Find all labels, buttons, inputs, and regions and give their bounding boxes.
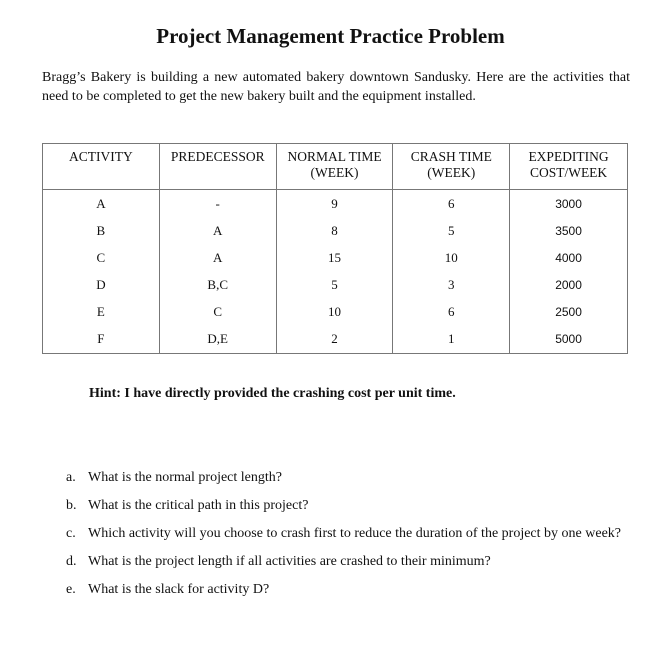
question-item <box>46 581 626 598</box>
cell-normal-time: 8 <box>276 217 393 244</box>
cell-cost: 5000 <box>510 325 628 354</box>
cell-predecessor: B,C <box>159 271 276 298</box>
cell-predecessor: D,E <box>159 325 276 354</box>
table-row <box>43 298 628 325</box>
table-row <box>43 244 628 271</box>
cell-cost: 2000 <box>510 271 628 298</box>
cell-crash-time: 5 <box>393 217 510 244</box>
question-list <box>46 469 626 609</box>
cell-normal-time: 9 <box>276 190 393 218</box>
table-row <box>43 271 628 298</box>
question-item <box>46 469 626 486</box>
cell-predecessor: C <box>159 298 276 325</box>
cell-normal-time: 10 <box>276 298 393 325</box>
cell-predecessor: A <box>159 244 276 271</box>
cell-activity: D <box>43 271 160 298</box>
question-text: Which activity will you choose to crash first to reduce the duration of the project by one week? <box>88 526 621 541</box>
question-item <box>46 553 626 570</box>
question-text: What is the slack for activity D? <box>88 582 270 597</box>
header-expediting-cost: EXPEDITING COST/WEEK <box>510 144 628 190</box>
question-text: What is the normal project length? <box>88 470 282 485</box>
question-letter: c. <box>66 526 76 541</box>
table-row <box>43 325 628 354</box>
question-item <box>46 525 626 542</box>
table-header-row <box>43 144 628 190</box>
question-text: What is the project length if all activities are crashed to their minimum? <box>88 554 491 569</box>
header-activity: ACTIVITY <box>43 144 160 190</box>
cell-activity: B <box>43 217 160 244</box>
header-crash-time: CRASH TIME (WEEK) <box>393 144 510 190</box>
activity-table <box>42 143 628 354</box>
header-predecessor: PREDECESSOR <box>159 144 276 190</box>
cell-crash-time: 6 <box>393 190 510 218</box>
table-row <box>43 190 628 218</box>
intro-paragraph: Bragg’s Bakery is building a new automated bakery downtown Sandusky. Here are the activities that need to be completed to get the new bakery built and the equipment installed. <box>42 70 630 104</box>
cell-cost: 3000 <box>510 190 628 218</box>
cell-normal-time: 15 <box>276 244 393 271</box>
cell-activity: E <box>43 298 160 325</box>
cell-predecessor: - <box>159 190 276 218</box>
cell-activity: F <box>43 325 160 354</box>
cell-cost: 2500 <box>510 298 628 325</box>
table-row <box>43 217 628 244</box>
cell-predecessor: A <box>159 217 276 244</box>
cell-crash-time: 3 <box>393 271 510 298</box>
hint-text: Hint: I have directly provided the crashing cost per unit time. <box>89 386 456 401</box>
question-letter: a. <box>66 470 76 485</box>
header-normal-time: NORMAL TIME (WEEK) <box>276 144 393 190</box>
cell-cost: 4000 <box>510 244 628 271</box>
cell-normal-time: 2 <box>276 325 393 354</box>
question-letter: e. <box>66 582 76 597</box>
cell-activity: A <box>43 190 160 218</box>
cell-activity: C <box>43 244 160 271</box>
question-letter: b. <box>66 498 77 513</box>
question-item <box>46 497 626 514</box>
question-text: What is the critical path in this project? <box>88 498 309 513</box>
document-title: Project Management Practice Problem <box>156 24 505 48</box>
cell-crash-time: 10 <box>393 244 510 271</box>
cell-cost: 3500 <box>510 217 628 244</box>
question-letter: d. <box>66 554 77 569</box>
cell-crash-time: 1 <box>393 325 510 354</box>
cell-crash-time: 6 <box>393 298 510 325</box>
cell-normal-time: 5 <box>276 271 393 298</box>
